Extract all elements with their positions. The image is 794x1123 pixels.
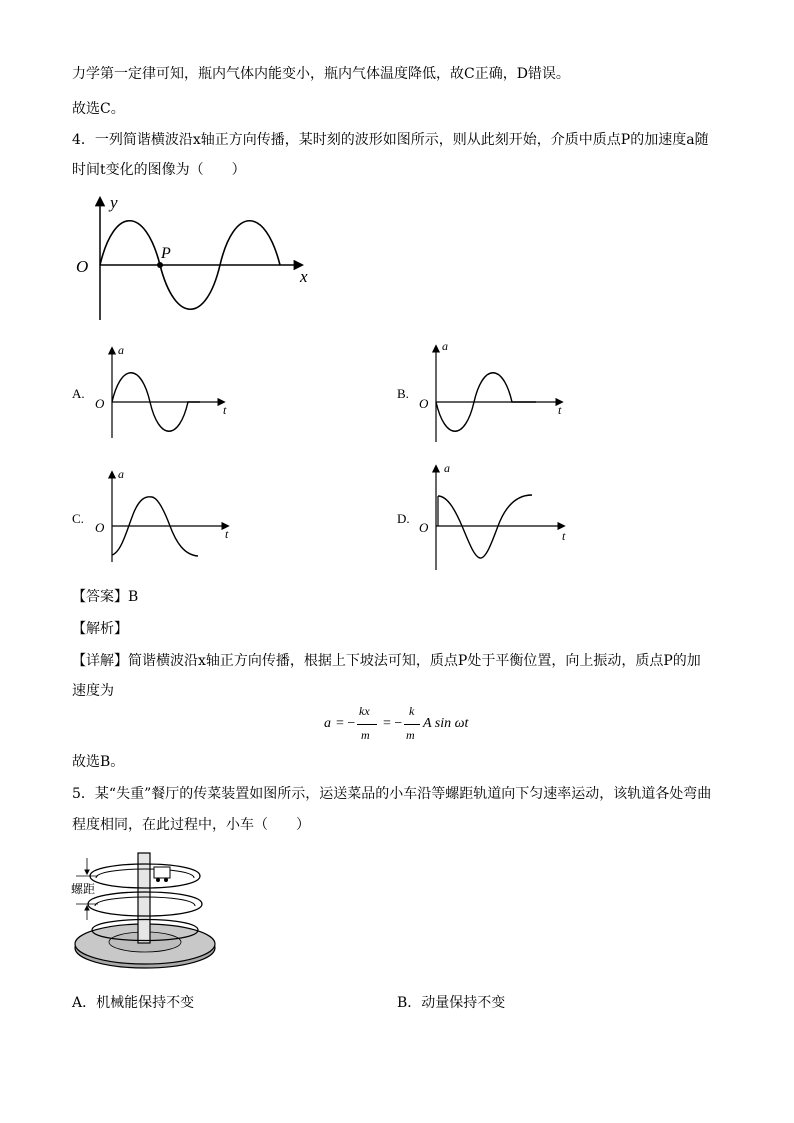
- option-b-axis-x: t: [558, 403, 562, 417]
- formula-a: a: [324, 716, 331, 731]
- text-line-1: 力学第一定律可知，瓶内气体内能变小，瓶内气体温度降低，故C正确，D错误。: [72, 66, 570, 82]
- q5-option-a: A．机械能保持不变: [72, 995, 195, 1011]
- option-c-origin: O: [95, 520, 105, 535]
- question-5-line-1: 5．某“失重”餐厅的传菜装置如图所示，运送菜品的小车沿等螺距轨道向下匀速率运动，该轨道各处弯曲: [72, 786, 712, 802]
- question-4-line-2: 时间t变化的图像为（ ）: [72, 162, 246, 178]
- option-d-axis-x: t: [562, 529, 566, 543]
- option-a-label: A.: [72, 386, 85, 401]
- formula-m1: m: [361, 728, 370, 742]
- formula-eq1: = −: [336, 716, 356, 731]
- wave-y-label: y: [110, 193, 118, 212]
- option-a-graph: [90, 342, 240, 442]
- option-b-label: B.: [397, 386, 409, 401]
- option-d-label: D.: [397, 511, 410, 526]
- pick-answer: 故选B。: [72, 754, 125, 770]
- spiral-pitch-label: 螺距: [71, 882, 96, 896]
- analysis-heading: 【解析】: [72, 621, 128, 637]
- wave-figure: [70, 192, 320, 327]
- formula-m2: m: [406, 728, 415, 742]
- text-line-2: 故选C。: [72, 101, 125, 117]
- formula-kx: kx: [359, 704, 370, 718]
- question-5-line-2: 程度相同，在此过程中，小车（ ）: [72, 817, 310, 833]
- wave-point-label: P: [161, 245, 171, 262]
- option-d-graph: [414, 462, 574, 572]
- option-d-axis-y: a: [444, 462, 450, 475]
- acceleration-formula: [322, 702, 482, 750]
- answer-heading: 【答案】B: [72, 589, 139, 605]
- formula-eq2: = −: [383, 716, 403, 731]
- spiral-track-figure: [70, 848, 220, 974]
- formula-rest: A sin ωt: [423, 716, 469, 731]
- option-a-origin: O: [95, 396, 105, 411]
- wave-x-label: x: [300, 267, 308, 286]
- formula-k: k: [409, 704, 415, 718]
- option-c-axis-x: t: [225, 527, 229, 541]
- option-a-axis-y: a: [118, 343, 124, 357]
- question-4-line-1: 4．一列简谐横波沿x轴正方向传播，某时刻的波形如图所示，则从此刻开始，介质中质点P的加速度a随: [72, 132, 709, 148]
- option-b-graph: [414, 342, 574, 446]
- wave-origin-label: O: [76, 257, 89, 276]
- option-a-axis-x: t: [223, 403, 227, 417]
- option-c-graph: [90, 466, 240, 566]
- detail-line-1: 【详解】简谐横波沿x轴正方向传播，根据上下坡法可知，质点P处于平衡位置，向上振动，质点P的加: [72, 653, 701, 669]
- option-c-label: C.: [72, 511, 84, 526]
- q5-option-b: B．动量保持不变: [397, 995, 506, 1011]
- option-c-axis-y: a: [118, 467, 124, 481]
- option-d-origin: O: [419, 520, 429, 535]
- option-b-axis-y: a: [442, 342, 448, 353]
- option-b-origin: O: [419, 396, 429, 411]
- detail-line-2: 速度为: [72, 683, 114, 699]
